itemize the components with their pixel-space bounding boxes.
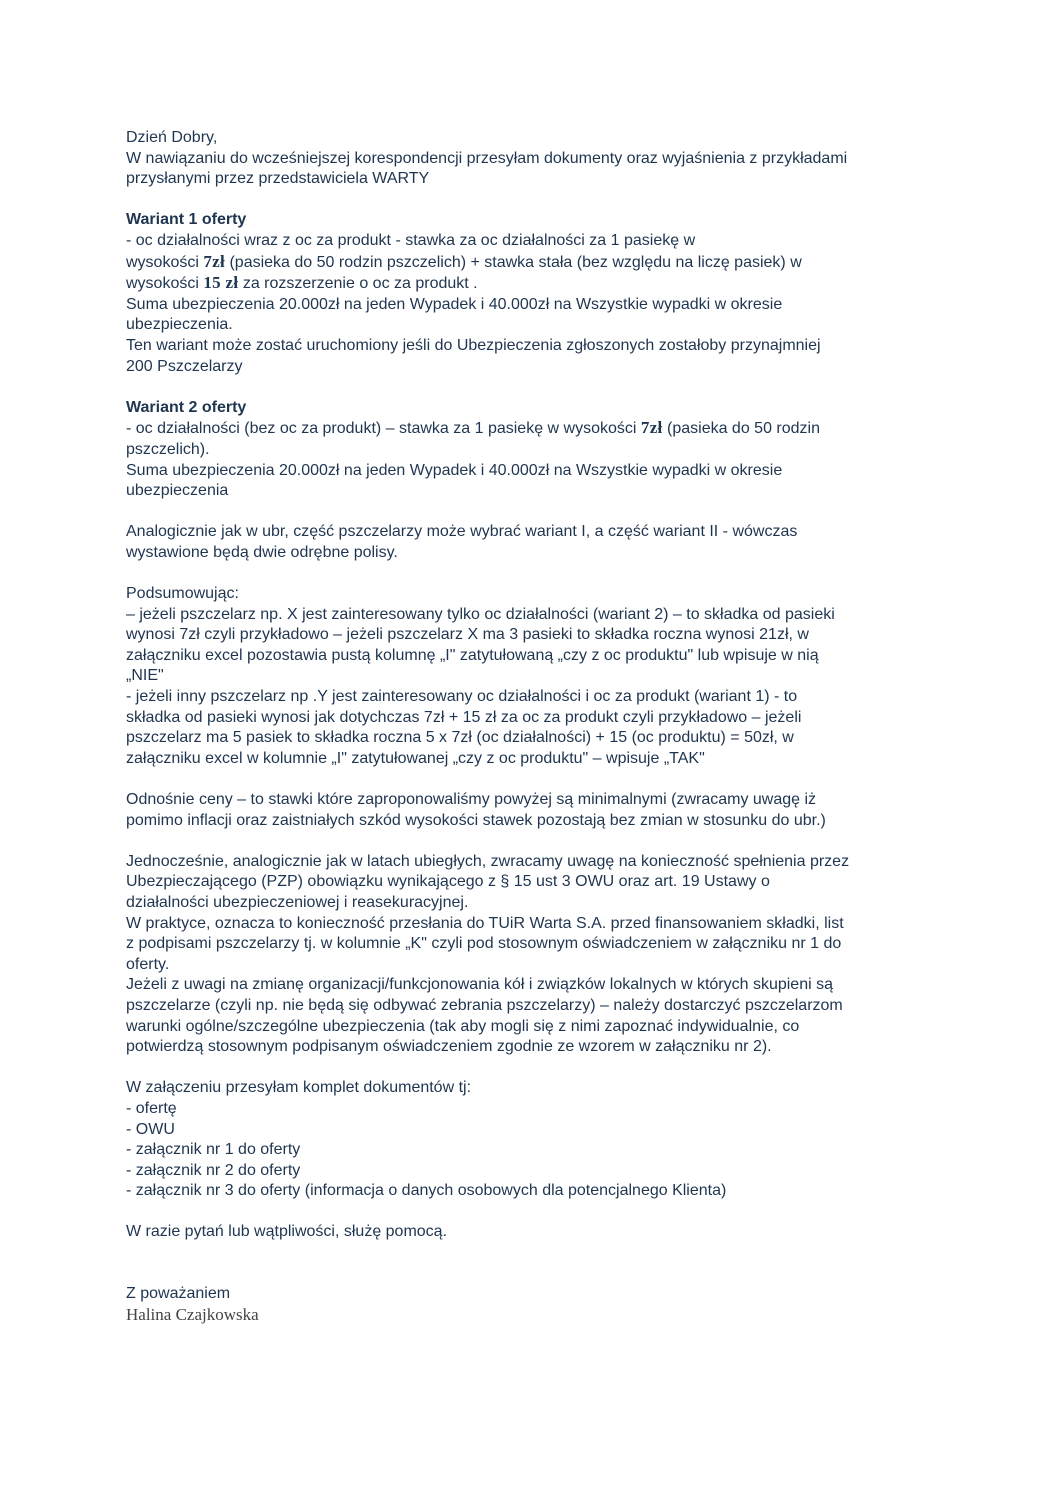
- rate-value: 15 zł: [203, 273, 239, 293]
- wariant1-line: 200 Pszczelarzy: [126, 357, 243, 375]
- obligations-line: potwierdzą stosownym podpisanym oświadczeniem zgodnie ze wzorem w załączniku nr 2).: [126, 1038, 772, 1056]
- attachment-item: - ofertę: [126, 1099, 177, 1117]
- summary-line: pszczelarz ma 5 pasiek to składka roczna 5 x 7zł (oc działalności) + 15 (oc produktu) = 50zł, w: [126, 729, 794, 747]
- attachment-item: - załącznik nr 3 do oferty (informacja o danych osobowych dla potencjalnego Klienta): [126, 1182, 727, 1200]
- help-line: W razie pytań lub wątpliwości, służę pomocą.: [126, 1223, 448, 1241]
- obligations-line: pszczelarze (czyli np. nie będą się odbywać zebrania pszczelarzy) – należy dostarczyć pszczelarzom: [126, 996, 843, 1014]
- greeting: Dzień Dobry,: [126, 129, 218, 146]
- obligations-line: Ubezpieczającego (PZP) obowiązku wynikającego z § 15 ust 3 OWU oraz art. 19 Ustawy o: [126, 873, 770, 891]
- rate-value: 7zł: [203, 251, 226, 271]
- attachment-item: - OWU: [126, 1120, 175, 1138]
- obligations-line: działalności ubezpieczeniowej i reasekuracyjnej.: [126, 893, 469, 911]
- summary-line: składka od pasieki wynosi jak dotychczas 7zł + 15 zł za oc za produkt czyli przykładowo – jeżeli: [126, 708, 802, 726]
- prices-line: Odnośnie ceny – to stawki które zaproponowaliśmy powyżej są minimalnymi (zwracamy uwagę iż: [126, 791, 817, 808]
- wariant1-line: wysokości 15 zł za rozszerzenie o oc za produkt .: [126, 273, 478, 293]
- attachment-item: - załącznik nr 1 do oferty: [126, 1141, 301, 1159]
- summary-line: „NIE": [126, 667, 164, 685]
- signature: Halina Czajkowska: [126, 1304, 259, 1324]
- wariant1-line: ubezpieczenia.: [126, 316, 233, 334]
- wariant1-heading: Wariant 1 oferty: [126, 211, 247, 229]
- summary-line: załączniku excel w kolumnie „I" zatytułowanej „czy z oc produktu" – wpisuje „TAK": [126, 749, 705, 767]
- intro-line: przysłanymi przez przedstawiciela WARTY: [126, 170, 430, 188]
- analog-line: Analogicznie jak w ubr, część pszczelarzy może wybrać wariant I, a część wariant II - wówczas: [126, 523, 798, 541]
- wariant1-line: Suma ubezpieczenia 20.000zł na jeden Wypadek i 40.000zł na Wszystkie wypadki w okresie: [126, 295, 783, 313]
- wariant1-line: - oc działalności wraz z oc za produkt - stawka za oc działalności za 1 pasiekę w: [126, 231, 696, 249]
- obligations-line: warunki ogólne/szczególne ubezpieczenia (tak aby mogli się z nimi zapoznać indywidualnie, co: [126, 1017, 800, 1035]
- wariant2-line: Suma ubezpieczenia 20.000zł na jeden Wypadek i 40.000zł na Wszystkie wypadki w okresie: [126, 461, 783, 479]
- obligations-line: z podpisami pszczelarzy tj. w kolumnie „K" czyli pod stosownym oświadczeniem w załączniku nr 1 do: [126, 935, 842, 953]
- wariant2-line: pszczelich).: [126, 440, 210, 458]
- letter-body: [126, 128, 946, 1325]
- wariant1-line: Ten wariant może zostać uruchomiony jeśli do Ubezpieczenia zgłoszonych zostałoby przynajmniej: [126, 336, 821, 354]
- summary-line: - jeżeli inny pszczelarz np .Y jest zainteresowany oc działalności i oc za produkt (wariant 1) - to: [126, 688, 798, 706]
- analog-line: wystawione będą dwie odrębne polisy.: [126, 543, 398, 561]
- summary-line: wynosi 7zł czyli przykładowo – jeżeli pszczelarz X ma 3 pasieki to składka roczna wynosi 21zł, w: [126, 626, 809, 644]
- prices-line: pomimo inflacji oraz zaistniałych szkód wysokości stawek pozostają bez zmian w stosunku do ubr.): [126, 811, 826, 829]
- intro-line: W nawiązaniu do wcześniejszej korespondencji przesyłam dokumenty oraz wyjaśnienia z przykładami: [126, 149, 848, 167]
- summary-line: – jeżeli pszczelarz np. X jest zainteresowany tylko oc działalności (wariant 2) – to składka od pasieki: [126, 605, 835, 623]
- rate-value: 7zł: [640, 418, 663, 438]
- summary-line: Podsumowując:: [126, 585, 239, 603]
- wariant1-line: wysokości 7zł (pasieka do 50 rodzin pszczelich) + stawka stała (bez względu na liczę pasiek) w: [126, 251, 802, 271]
- wariant2-line: ubezpieczenia: [126, 482, 229, 500]
- obligations-line: Jeżeli z uwagi na zmianę organizacji/funkcjonowania kół i związków lokalnych w których skupieni są: [126, 976, 833, 994]
- wariant2-line: - oc działalności (bez oc za produkt) – stawka za 1 pasiekę w wysokości 7zł (pasieka do 50 rodzin: [126, 418, 820, 438]
- wariant2-heading: Wariant 2 oferty: [126, 398, 247, 416]
- summary-line: załączniku excel pozostawia pustą kolumnę „I" zatytułowaną „czy z oc produktu" lub wpisuje w nią: [126, 646, 819, 664]
- obligations-line: W praktyce, oznacza to konieczność przesłania do TUiR Warta S.A. przed finansowaniem składki, list: [126, 914, 844, 932]
- closing: Z poważaniem: [126, 1285, 231, 1303]
- attachment-item: - załącznik nr 2 do oferty: [126, 1161, 301, 1179]
- attachments-intro: W załączeniu przesyłam komplet dokumentów tj:: [126, 1079, 472, 1097]
- obligations-line: Jednocześnie, analogicznie jak w latach ubiegłych, zwracamy uwagę na konieczność spełnienia przez: [126, 852, 850, 870]
- obligations-line: oferty.: [126, 955, 170, 973]
